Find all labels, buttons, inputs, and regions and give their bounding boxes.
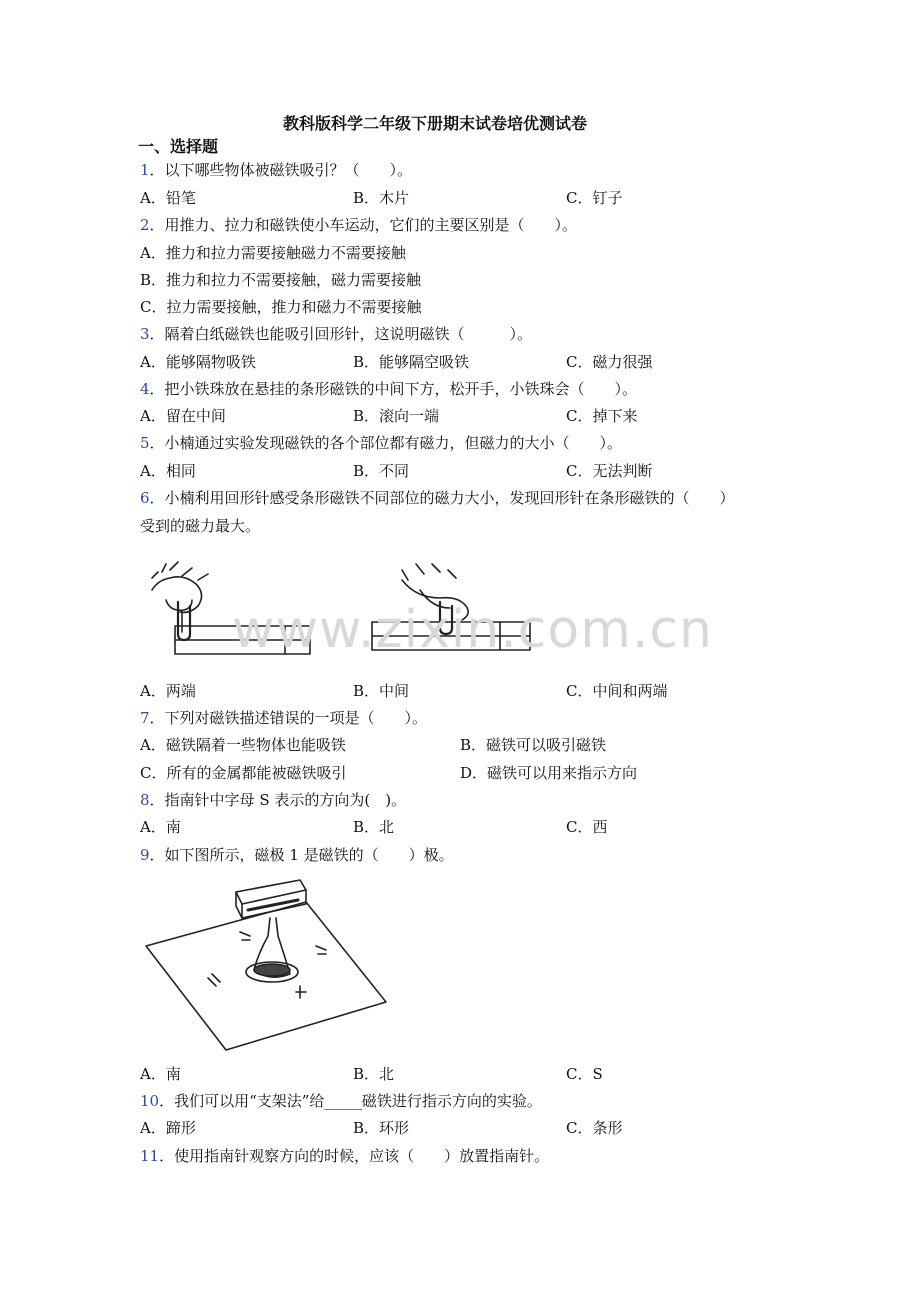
option: C．中间和两端 (566, 682, 668, 700)
option: A．相同 (140, 462, 196, 480)
option: B．能够隔空吸铁 (353, 353, 470, 371)
question-number: 5 (140, 434, 150, 452)
option: B．木片 (353, 189, 410, 207)
question-text: ．下列对磁铁描述错误的一项是（ ）。 (149, 709, 428, 727)
question-8 (140, 790, 406, 810)
question-3 (140, 324, 532, 344)
magnet-stand-figure (140, 874, 400, 1059)
option: A．磁铁隔着一些物体也能吸铁 (140, 736, 346, 754)
question-text: ．如下图所示，磁极 1 是磁铁的（ ）极。 (149, 846, 454, 864)
option: C．条形 (566, 1119, 623, 1137)
question-text: ．我们可以用“支架法”给_____磁铁进行指示方向的实验。 (159, 1092, 542, 1110)
option: C．S (566, 1065, 603, 1083)
question-text: ．指南针中字母 S 表示的方向为( )。 (149, 791, 407, 809)
question-number: 2 (140, 216, 150, 234)
question-text: ．使用指南针观察方向的时候，应该（ ）放置指南针。 (159, 1147, 550, 1165)
question-text: ．以下哪些物体被磁铁吸引？（ ）。 (149, 161, 413, 179)
option: A．南 (140, 818, 181, 836)
question-6-continued: 受到的磁力最大。 (140, 517, 261, 535)
question-text: ．用推力、拉力和磁铁使小车运动，它们的主要区别是（ ）。 (149, 216, 578, 234)
question-5 (140, 433, 622, 453)
question-text: ．把小铁珠放在悬挂的条形磁铁的中间下方，松开手，小铁珠会（ ）。 (149, 380, 638, 398)
question-number: 1 (140, 161, 150, 179)
option: C．西 (566, 818, 608, 836)
question-1 (140, 160, 412, 180)
option: D．磁铁可以用来指示方向 (460, 764, 638, 782)
watermark: www.zixin.com.cn (232, 600, 713, 660)
question-7 (140, 708, 427, 728)
page-title: 教科版科学二年级下册期末试卷培优测试卷 (283, 114, 588, 133)
option: A．留在中间 (140, 407, 226, 425)
option: C．钉子 (566, 189, 623, 207)
question-number: 11 (140, 1147, 160, 1165)
magnet-hands-figure (140, 550, 540, 665)
question-number: 4 (140, 380, 150, 398)
option: C．掉下来 (566, 407, 638, 425)
question-number: 10 (140, 1092, 160, 1110)
option: C．拉力需要接触，推力和磁力不需要接触 (140, 298, 422, 316)
option: B．不同 (353, 462, 410, 480)
option: A．蹄形 (140, 1119, 196, 1137)
option: A．推力和拉力需要接触磁力不需要接触 (140, 244, 406, 262)
option: B．中间 (353, 682, 410, 700)
option: C．所有的金属都能被磁铁吸引 (140, 764, 347, 782)
option: A．铅笔 (140, 189, 196, 207)
question-number: 7 (140, 709, 150, 727)
option: A．南 (140, 1065, 181, 1083)
question-number: 6 (140, 489, 150, 507)
question-11 (140, 1146, 549, 1166)
question-number: 8 (140, 791, 150, 809)
option: C．磁力很强 (566, 353, 653, 371)
option: B．北 (353, 1065, 395, 1083)
option: A．能够隔物吸铁 (140, 353, 256, 371)
option: B．推力和拉力不需要接触，磁力需要接触 (140, 271, 422, 289)
question-number: 9 (140, 846, 150, 864)
option: B．滚向一端 (353, 407, 440, 425)
option: B．磁铁可以吸引磁铁 (460, 736, 607, 754)
section-heading: 一、选择题 (138, 137, 219, 156)
question-number: 3 (140, 325, 150, 343)
question-text: ．隔着白纸磁铁也能吸引回形针，这说明磁铁（ ）。 (149, 325, 533, 343)
question-2 (140, 215, 577, 235)
question-4 (140, 379, 637, 399)
question-9 (140, 845, 454, 865)
option: A．两端 (140, 682, 196, 700)
question-text: ．小楠通过实验发现磁铁的各个部位都有磁力，但磁力的大小（ ）。 (149, 434, 623, 452)
question-10 (140, 1091, 542, 1111)
option: C．无法判断 (566, 462, 653, 480)
question-text: ．小楠利用回形针感受条形磁铁不同部位的磁力大小，发现回形针在条形磁铁的（ ） (149, 489, 735, 507)
option: B．环形 (353, 1119, 410, 1137)
question-6 (140, 488, 735, 508)
option: B．北 (353, 818, 395, 836)
